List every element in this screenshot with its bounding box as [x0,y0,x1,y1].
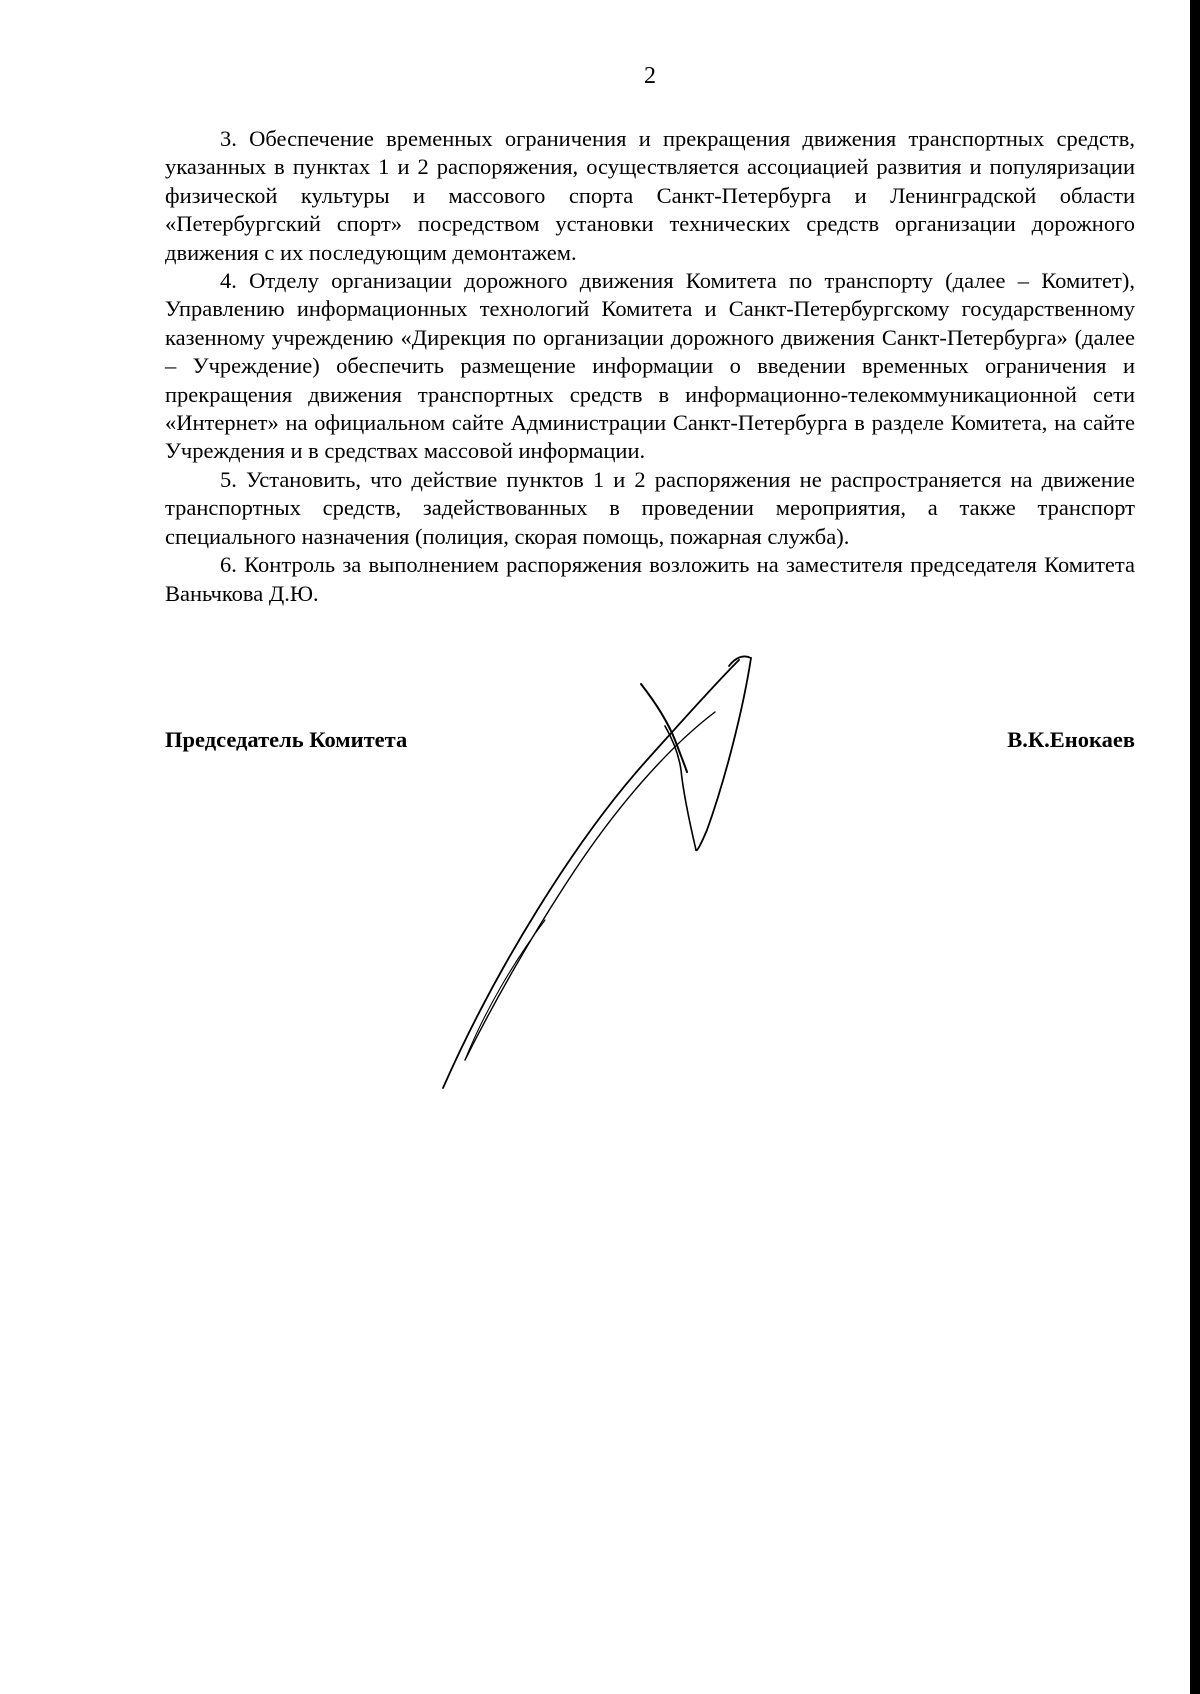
signer-name: В.К.Енокаев [1007,727,1135,752]
signer-position: Председатель Комитета [165,727,408,752]
paragraph-4: 4. Отделу организации дорожного движения Комитета по транспорту (далее – Комитет), Управлению информационных технологий Комитета и Санкт-Петербургскому государственному казенному учреждению «Дирекция по организации дорожного движения Санкт-Петербурга» (далее – Учреждение) обеспечить размещение информации о введении временных ограничения и прекращения движения транспортных средств в информационно-телекоммуникационной сети «Интернет» на официальном сайте Администрации Санкт-Петербурга в разделе Комитета, на сайте Учреждения и в средствах массовой информации. [165,268,1135,464]
page-number: 2 [644,63,656,89]
scan-edge-bar [1190,0,1200,1694]
handwritten-signature [425,640,785,1110]
document-body [165,125,1135,608]
paragraph-6: 6. Контроль за выполнением распоряжения возложить на заместителя председателя Комитета Ваньчкова Д.Ю. [165,552,1135,606]
paragraph-5: 5. Установить, что действие пунктов 1 и 2 распоряжения не распространяется на движение транспортных средств, задействованных в проведении мероприятия, а также транспорт специального назначения (полиция, скорая помощь, пожарная служба). [165,466,1135,549]
paragraph-3: 3. Обеспечение временных ограничения и прекращения движения транспортных средств, указанных в пунктах 1 и 2 распоряжения, осуществляется ассоциацией развития и популяризации физической культуры и массового спорта Санкт-Петербурга и Ленинградской области «Петербургский спорт» посредством установки технических средств организации дорожного движения с их последующим демонтажем. [165,126,1135,265]
